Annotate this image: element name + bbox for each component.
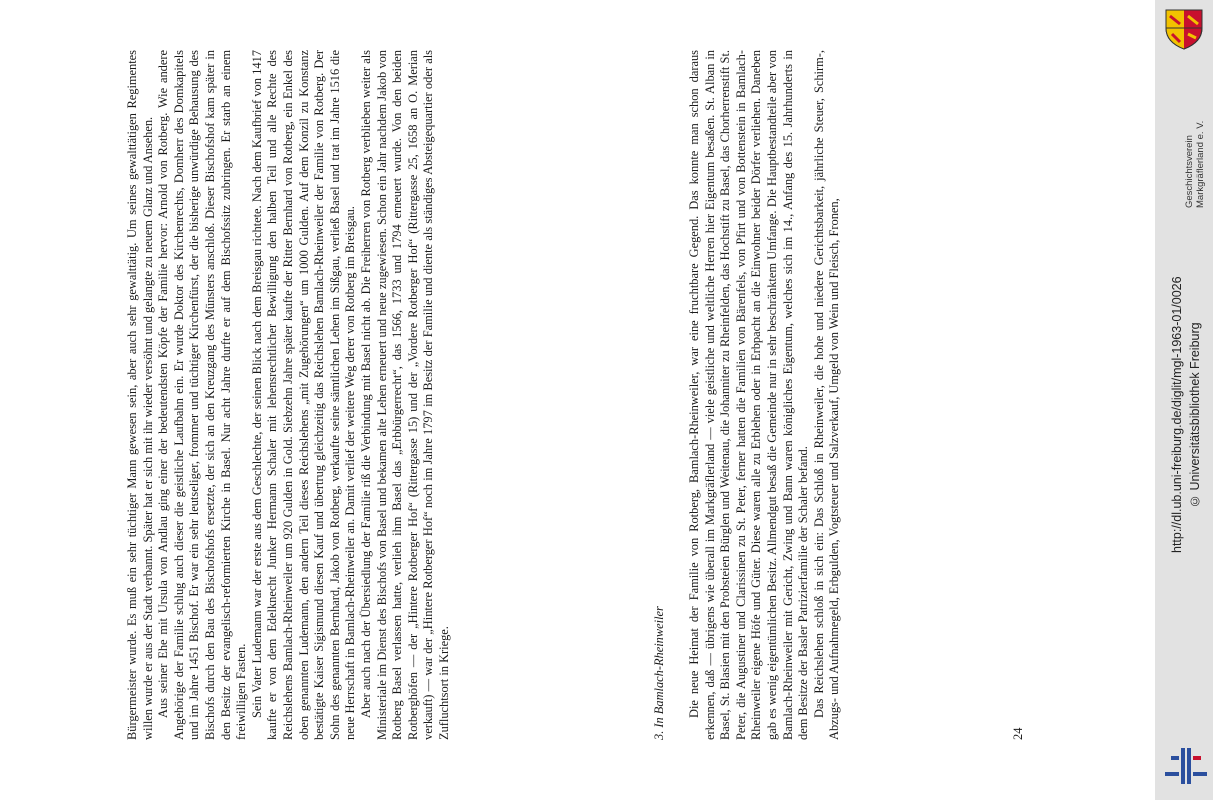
coat-of-arms-icon <box>1162 8 1206 50</box>
paragraph: Das Reichslehen schloß in sich ein: Das Schloß in Rheinweiler, die hohe und niedere Gerichtsbarkeit, jährliche Steuer, Schirm-, Abzugs- und Aufnahmegeld, Erbgulden, Vogtsteuer und Salzverkauf, Umgeld von Wein und Fleisch, Fronen, <box>811 50 842 740</box>
society-line-1: Geschichtsverein <box>1184 135 1195 208</box>
paragraph: Aber auch nach der Übersiedlung der Familie riß die Verbindung mit Basel nicht ab. Die Freiherren von Rotberg verblieben weiter als Ministeriale im Dienst des Bischofs von Basel und bekamen alte Lehen erneuert und neue zugewiesen. Schon ein Jahr nachdem Jakob von Rotberg Basel verlassen hatte, verlieh ihm Basel das „Erbbürgerrecht“, das 1566, 1733 und 1794 erneuert wurde. Von den beiden Rotberghöfen — der „Hintere Rotberger Hof“ (Rittergasse 15) und der „Vordere Rotberger Hof“ (Rittergasse 25, 1658 an O. Merian verkauft) — war der „Hintere Rotberger Hof“ noch im Jahre 1797 im Besitz der Familie und diente als ständiges Absteigequartier oder als Zufluchtsort in Kriege. <box>358 50 451 740</box>
paragraph: Aus seiner Ehe mit Ursula von Andlau ging einer der bedeutendsten Köpfe der Familie hervor: Arnold von Rotberg. Wie andere Angehörige der Familie schlug auch dieser die geistliche Laufbahn ein. Er wurde Doktor des Kirchenrechts, Domherr des Domkapitels und im Jahre 1451 Bischof. Er war ein sehr leutseliger, frommer und tüchtiger Kirchenfürst, der die bisherige unwürdige Behausung des Bischofs durch den Bau des Bischofshofs ersetzte, der sich an den Kreuzgang des Münsters anschloß. Dieser Bischofshof kam später in den Besitz der evangelisch-reformierten Kirche in Basel. Nur acht Jahre durfte er auf dem Bischofssitz zubringen. Er starb an einem freiwilligen Fasten. <box>156 50 249 740</box>
library-logo-icon <box>1163 746 1209 786</box>
source-url-link[interactable]: http://dl.ub.uni-freiburg.de/diglit/mgl-1963-01/0026 <box>1170 276 1184 554</box>
society-label <box>1184 58 1206 208</box>
section-heading: 3. In Bamlach-Rheinweiler <box>652 606 666 740</box>
paragraph: Sein Vater Ludemann war der erste aus dem Geschlechte, der seinen Blick nach dem Breisgau richtete. Nach dem Kaufbrief von 1417 kaufte er von dem Edelknecht Junker Hermann Schaler mit lehensrechtlicher Bewilligung den halben Teil und alle Rechte des Reichslehens Bamlach-Rheinweiler um 920 Gulden in Gold. Siebzehn Jahre später kaufte der Ritter Bernhard von Rotberg, ein Enkel des oben genannten Ludemann, den andern Teil dieses Reichslehens „mit Zugehörungen“ um 1000 Gulden. Auf dem Konzil zu Konstanz bestätigte Kaiser Sigismund diesen Kauf und übertrug gleichzeitig das Reichslehen Bamlach-Rheinweiler der Familie von Rotberg. Der Sohn des genannten Bernhard, Jakob von Rotberg, verkaufte seine sämtlichen Lehen im Sißgau, verließ Basel und trat im Jahre 1516 die neue Herrschaft in Bamlach-Rheinweiler an. Damit verlief der weitere Weg derer von Rotberg im Breisgau. <box>249 50 358 740</box>
rotated-book-page <box>67 20 1147 780</box>
copyright-notice: © Universitätsbibliothek Freiburg <box>1188 322 1202 508</box>
upper-text-block <box>125 50 452 740</box>
lower-text-block <box>687 50 843 740</box>
page-number: 24 <box>1011 727 1025 740</box>
society-line-2: Markgräflerland e. V. <box>1195 120 1206 208</box>
paragraph: Bürgermeister wurde. Es muß ein sehr tüchtiger Mann gewesen sein, aber auch sehr gewalttätig. Um seines gewalttätigen Regimentes willen wurde er aus der Stadt verbannt. Später hat er sich mit ihr wieder versöhnt und gelangte zu neuem Glanz und Ansehen. <box>125 50 155 740</box>
paragraph: Die neue Heimat der Familie von Rotberg, Bamlach-Rheinweiler, war eine fruchtbare Gegend. Das konnte man schon daraus erkennen, daß — übrigens wie überall im Markgräflerland — viele geistliche und weltliche Herren hier Eigentum besaßen. St. Alban in Basel, St. Blasien mit den Probsteien Bürglen und Weitenau, die Johanniter zu Rheinfelden, das Hochstift zu Basel, das Chorherrenstift St. Peter, die Augustiner und Clarissinen zu St. Peter, ferner hatten die Familien von Bärenfels, von Pfirt und von Bottenstein in Bamlach-Rheinweiler eigene Höfe und Güter. Diese waren alle zu Erblehen oder in Erbpacht an die Einwohner beider Dörfer verliehen. Daneben gab es wenig eigentümlichen Besitz. Allmendgut besaß die Gemeinde nur in sehr beschränktem Umfange. Die Hauptbestandteile aber von Bamlach-Rheinweiler mit Gericht, Zwing und Bann waren königliches Eigentum, welches sich im 14., Anfang des 15. Jahrhunderts in dem Besitze der Basler Patrizierfamilie der Schaler befand. <box>687 50 811 740</box>
